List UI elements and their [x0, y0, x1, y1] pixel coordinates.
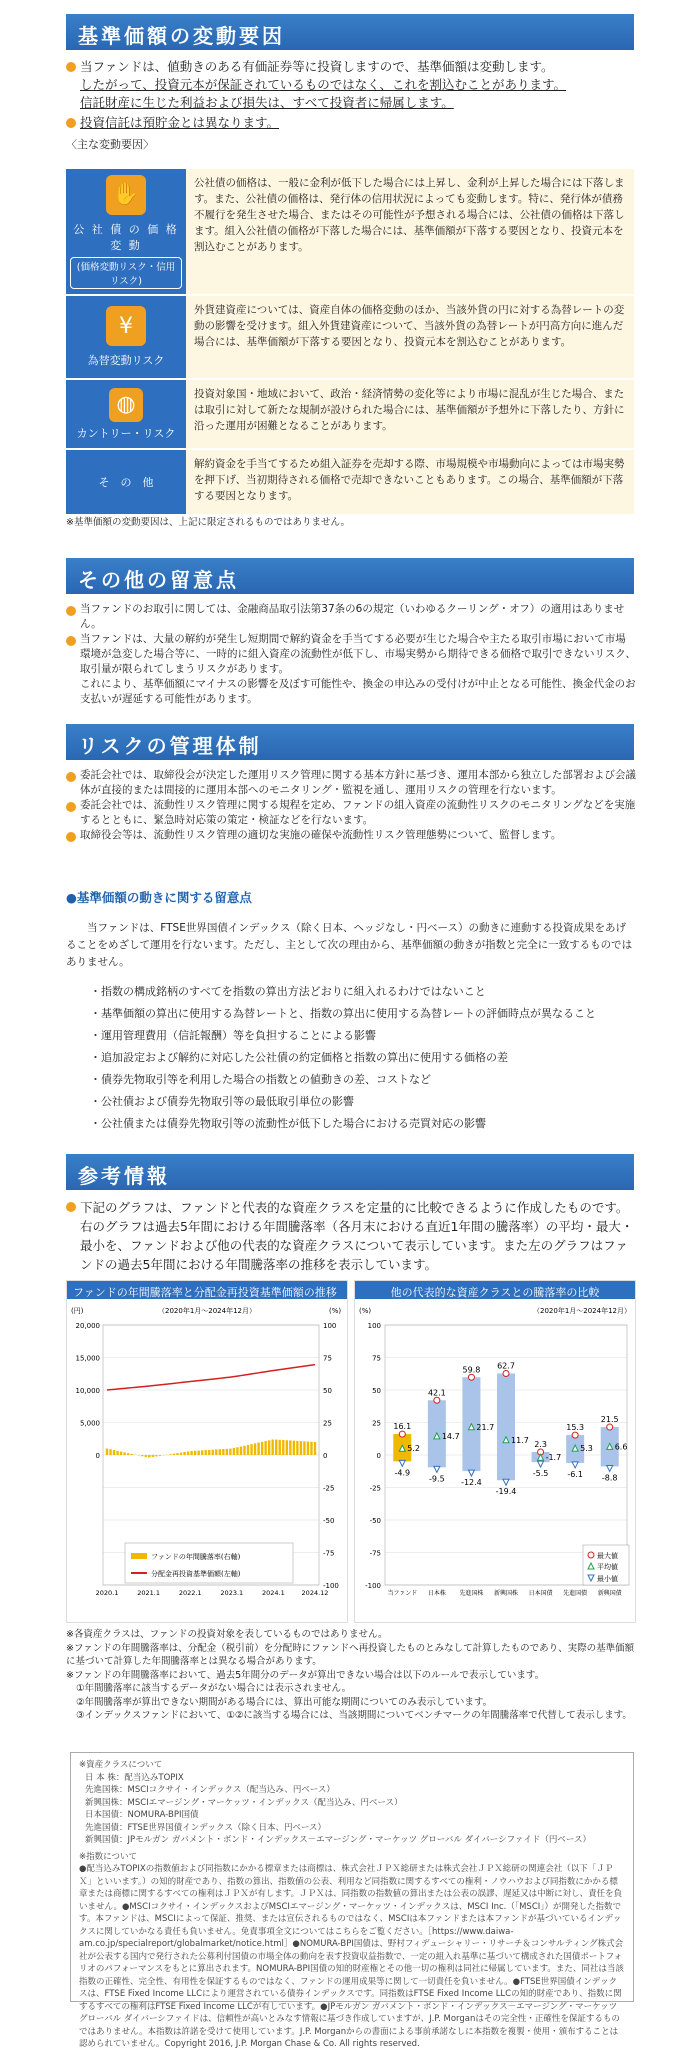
list-item: ・追加設定および解約に対応した公社債の約定価格と指数の算出に使用する価格の差: [90, 1047, 636, 1069]
category-label: 先進国債: [563, 1589, 588, 1597]
max-label: 62.7: [497, 1361, 515, 1370]
legend-min-label: 最小値: [597, 1574, 618, 1583]
return-bar: [212, 1450, 214, 1455]
list-item: ・運用管理費用（信託報酬）等を負担することによる影響: [90, 1025, 636, 1047]
y-tick-label: -100: [365, 1582, 381, 1590]
return-bar: [289, 1440, 291, 1455]
globe-icon: ◍: [109, 388, 143, 422]
bullet-liquidity-rule: 委託会社では、流動性リスク管理に関する規程を定め、ファンドの組入資産の流動性リスクのモニタリングなどを実施するとともに、緊急時対応策の策定・検証などを行ないます。: [66, 798, 636, 828]
min-marker: [468, 1470, 474, 1476]
left-tick-label: 20,000: [76, 1322, 101, 1330]
return-bar: [127, 1453, 129, 1455]
x-tick-label: 2024.12: [302, 1589, 329, 1597]
return-bar: [159, 1455, 161, 1456]
section-title-risk-management: リスクの管理体制: [66, 724, 634, 760]
return-bar: [250, 1444, 252, 1455]
return-bar: [141, 1455, 143, 1456]
return-bar: [215, 1449, 217, 1455]
return-bar: [233, 1448, 235, 1455]
right-tick-label: -25: [323, 1485, 334, 1493]
x-tick-label: 2024.1: [262, 1589, 285, 1597]
section-title-fluctuation: 基準価額の変動要因: [66, 14, 634, 50]
right-tick-label: -100: [323, 1582, 339, 1590]
return-bar: [261, 1442, 263, 1455]
return-bar: [116, 1451, 118, 1455]
return-bar: [314, 1442, 316, 1455]
return-bar: [194, 1451, 196, 1455]
list-item: ・債券先物取引等を利用した場合の指数との値動きの差、コストなど: [90, 1069, 636, 1091]
return-bar: [236, 1447, 238, 1455]
y-tick-label: 50: [372, 1387, 381, 1395]
risk-row-country: ◍ カントリー・リスク 投資対象国・地域において、政治・経済情勢の変化等により市場に混乱が生じた場合、または取引に対して新たな規制が設けられた場合には、基準価額が予想外に下落したり、方針に沿った運用が困難となることがあります。: [66, 380, 634, 448]
max-label: 59.8: [463, 1365, 481, 1374]
return-bar: [197, 1451, 199, 1455]
right-tick-label: -75: [323, 1550, 334, 1558]
return-bar: [300, 1441, 302, 1455]
return-bar: [296, 1441, 298, 1455]
y-tick-label: 100: [368, 1322, 381, 1330]
right-tick-label: 75: [323, 1355, 332, 1363]
risk-table: [66, 169, 634, 530]
min-marker: [434, 1466, 440, 1472]
return-bar: [271, 1440, 273, 1455]
right-tick-label: 50: [323, 1387, 332, 1395]
return-bar: [201, 1450, 203, 1455]
return-bar: [148, 1455, 150, 1457]
max-label: 15.3: [566, 1423, 584, 1432]
bullet-liquidity: 当ファンドは、大量の解約が発生し短期間で解約資金を手当てする必要が生じた場合や主たる取引市場において市場環境が急変した場合等に、一時的に組入資産の流動性が低下し、市場実勢から期待できる価格で取引できないリスク、取引量が限られてしまうリスクがあります。: [66, 632, 636, 677]
legend-bar-swatch: [131, 1553, 147, 1559]
y-tick-label: -25: [370, 1485, 381, 1493]
bullet-deposit: 投資信託は預貯金とは異なります。: [66, 114, 636, 132]
return-bar: [226, 1449, 228, 1455]
max-marker: [503, 1370, 509, 1376]
index-notes-intro: 当ファンドは、FTSE世界国債インデックス（除く日本、ヘッジなし・円ベース）の動きに連動する投資成果をあげることをめざして運用を行ないます。ただし、主として次の理由から、基準価額の動きが指数と完全に一致するものではありません。: [66, 920, 636, 971]
min-label: -12.4: [461, 1478, 482, 1487]
x-tick-label: 2022.1: [179, 1589, 202, 1597]
x-tick-label: 2020.1: [96, 1589, 119, 1597]
avg-label: 5.2: [407, 1444, 420, 1453]
list-item: ・基準価額の算出に使用する為替レートと、指数の算出に使用する為替レートの評価時点が異なること: [90, 1003, 636, 1025]
return-bar: [106, 1449, 108, 1456]
max-label: 42.1: [428, 1388, 446, 1397]
min-label: -4.9: [394, 1468, 410, 1477]
sub-heading: 〈主な変動要因〉: [66, 136, 636, 154]
bullet-cooling-off: 当ファンドのお取引に関しては、金融商品取引法第37条の6の規定（いわゆるクーリング・オフ）の適用はありません。: [66, 602, 636, 632]
y-tick-label: 0: [377, 1452, 381, 1460]
avg-label: 6.6: [615, 1442, 628, 1451]
left-chart: [66, 1280, 348, 1623]
max-marker: [572, 1432, 578, 1438]
right-tick-label: 100: [323, 1322, 336, 1330]
risk-row-bond: ✋ 公 社 債 の 価 格 変 動 (価格変動リスク・信用リスク) 公社債の価格は、一般に金利が低下した場合には上昇し、金利が上昇した場合には下落します。また、公社債の価格は、発行体の信用状況によっても変動します。特に、発行体が債務不履行を発生させた場合、またはその可能性が予想される場合には、公社債の価格は下落します。組入公社債の価格が下落した場合には、基準価額が下落する要因となり、投資元本を割込むことがあります。: [66, 169, 634, 294]
return-bar: [282, 1440, 284, 1455]
min-marker: [607, 1465, 613, 1471]
x-tick-label: 2021.1: [137, 1589, 160, 1597]
min-label: -19.4: [496, 1487, 517, 1496]
y-tick-label: -50: [370, 1517, 381, 1525]
return-bar: [155, 1455, 157, 1456]
risk-text-other: 解約資金を手当てするため組入証券を売却する際、市場規模や市場動向によっては市場実勢を押下げ、当初期待される価格で売却できないこともあります。この場合、基準価額が下落する要因となります。: [186, 450, 634, 514]
min-label: -8.8: [602, 1473, 618, 1482]
return-bar: [180, 1453, 182, 1455]
return-bar: [275, 1440, 277, 1455]
return-bar: [286, 1440, 288, 1455]
right-chart-plot: [355, 1299, 635, 1622]
list-item: ・公社債または債券先物取引等の流動性が低下した場合における売買対応の影響: [90, 1113, 636, 1135]
min-marker: [572, 1462, 578, 1468]
return-bar: [130, 1454, 132, 1455]
range-bar: [497, 1373, 515, 1480]
return-bar: [243, 1446, 245, 1455]
return-bar: [187, 1451, 189, 1455]
list-item: ・指数の構成銘柄のすべてを指数の算出方法どおりに組入れるわけではないこと: [90, 981, 636, 1003]
return-bar: [254, 1443, 256, 1455]
y-tick-label: 25: [372, 1420, 381, 1428]
return-bar: [307, 1442, 309, 1455]
min-label: -6.1: [567, 1470, 583, 1479]
max-marker: [607, 1424, 613, 1430]
return-bar: [257, 1443, 259, 1455]
chart-icon: ✋: [106, 175, 146, 215]
legend-bar-label: ファンドの年間騰落率(右軸): [151, 1552, 241, 1561]
category-label: 新興国株: [494, 1589, 518, 1597]
max-label: 21.5: [601, 1415, 619, 1424]
left-tick-label: 15,000: [76, 1355, 101, 1363]
right-period: （2020年1月～2024年12月）: [533, 1306, 631, 1315]
right-chart: [354, 1280, 636, 1623]
left-period: （2020年1月～2024年12月）: [158, 1306, 256, 1315]
risk-row-fx: ¥ 為替変動リスク 外貨建資産については、資産自体の価格変動のほか、当該外貨の円に対する為替レートの変動の影響を受けます。組入外貨建資産について、当該外貨の為替レートが円高方向に進んだ場合には、基準価額が下落する要因となり、投資元本を割込むことがあります。: [66, 296, 634, 378]
right-tick-label: -50: [323, 1517, 334, 1525]
liquidity-impact: これにより、基準価額にマイナスの影響を及ぼす可能性や、換金の申込みの受付けが中止となる可能性、換金代金のお支払いが遅延する可能性があります。: [66, 677, 636, 707]
max-label: 2.3: [534, 1440, 547, 1449]
currency-icon: ¥: [106, 306, 146, 346]
index-info-box: ※資産クラスについて 日 本 株：配当込みTOPIX 先進国株：MSCIコクサイ・インデックス（配当込み、円ベース） 新興国株：MSCIエマージング・マーケッツ・インデックス（配当込み、円ベース） 日本国債：NOMURA-BPI国債 先進国債：FTSE世界国債インデックス（除く日本、円ベース） 新興国債：JPモルガン ガバメント・ボンド・インデックス－エマージング・マーケッツ グローバル ダイバーシファイド（円ベース） ※指数について ●配当込みTOPIXの指数値および同指数にかかる標章または商標は、株式会社ＪＰＸ総研または株式会社ＪＰＸ総研の関連会社（以下「ＪＰＸ」といいます。）の知的財産であり、指数の算出、指数値の公表、利用など同指数に関するすべての権利・ノウハウおよび同指数にかかる標章または商標に関するすべての権利はＪＰＸが有します。ＪＰＸは、同指数の指数値の算出または公表の誤謬、遅延又は中断に対し、責任を負いません。●MSCIコクサイ・インデックスおよびMSCIエマージング・マーケッツ・インデックスは、MSCI Inc.（「MSCI」）が開発した指数です。本ファンドは、MSCIによって保証、推奨、または宣伝されるものではなく、MSCIは本ファンドまたは本ファンドが基づいているインデックスに関していかなる責任も負いません。免責事項全文についてはこちらをご覧ください。［https://www.daiwa-am.co.jp/specialreport/globalmarket/notice.html］●NOMURA-BPI国債は、野村フィデューシャリー・リサーチ＆コンサルティング株式会社が公表する国内で発行された公募利付国債の市場全体の動向を表す投資収益指数で、一定の組入れ基準に基づいて構成された国債ポートフォリオのパフォーマンスをもとに算出されます。NOMURA-BPI国債の知的財産権とその他一切の権利は同社に帰属しています。また、同社は当該指数の正確性、完全性、有用性を保証するものではなく、ファンドの運用成果等に関して一切責任を負いません。●FTSE世界国債インデックスは、FTSE Fixed Income LLCにより運営されている債券インデックスです。同指数はFTSE Fixed Income LLCの知的財産であり、指数に関するすべての権利はFTSE Fixed Income LLCが有しています。●JPモルガン ガバメント・ボンド・インデックス－エマージング・マーケッツ グローバル ダイバーシファイドは、信頼性が高いとみなす情報に基づき作成していますが、J.P. Morganはその完全性・正確性を保証するものではありません。本指数は許諾を受けて使用しています。J.P. Morganからの書面による事前承諾なしに本指数を複製・使用・頒布することは認められていません。Copyright 2016, J.P. Morgan Chase & Co. All rights reserved.: [70, 1752, 634, 2002]
reference-description: 下記のグラフは、ファンドと代表的な資産クラスを定量的に比較できるように作成したものです。右のグラフは過去5年間における年間騰落率（各月末における直近1年間の騰落率）の平均・最大・最小を、ファンドおよび他の代表的な資産クラスについて表示しています。また左のグラフはファンドの過去5年間における年間騰落率の推移を表示しています。: [66, 1198, 636, 1274]
return-bar: [268, 1440, 270, 1455]
return-bar: [264, 1441, 266, 1455]
left-tick-label: 10,000: [76, 1387, 101, 1395]
left-chart-title: ファンドの年間騰落率と分配金再投資基準価額の推移: [67, 1281, 347, 1299]
return-bar: [205, 1450, 207, 1455]
chart-notes: ※各資産クラスは、ファンドの投資対象を表しているものではありません。 ※ファンドの年間騰落率は、分配金（税引前）を分配時にファンドへ再投資したものとみなして計算したものであり、実際の基準価額に基づいて計算した年間騰落率とは異なる場合があります。 ※ファンドの年間騰落率において、過去5年間分のデータが算出できない場合は以下のルールで表示しています。 ①年間騰落率に該当するデータがない場合には表示されません。 ②年間騰落率が算出できない期間がある場合には、算出可能な期間についてのみ表示しています。 ③インデックスファンドにおいて、①②に該当する場合には、当該期間についてベンチマークの年間騰落率で代替して表示します。: [66, 1628, 636, 1723]
min-marker: [503, 1479, 509, 1485]
return-bar: [279, 1440, 281, 1455]
return-bar: [222, 1449, 224, 1455]
category-label: 当ファンド: [387, 1589, 417, 1597]
section-title-other-notes: その他の留意点: [66, 558, 634, 594]
avg-label: 21.7: [476, 1423, 494, 1432]
section-title-reference: 参考情報: [66, 1154, 634, 1190]
right-chart-title: 他の代表的な資産クラスとの騰落率の比較: [355, 1281, 635, 1299]
max-label: 16.1: [393, 1422, 411, 1431]
risk-text-bond: 公社債の価格は、一般に金利が低下した場合には上昇し、金利が上昇した場合には下落します。また、公社債の価格は、発行体の信用状況によっても変動します。特に、発行体が債務不履行を発生させた場合、またはその可能性が予想される場合には、公社債の価格は下落します。組入公社債の価格が下落した場合には、基準価額が下落する要因となり、投資元本を割込むことがあります。: [186, 169, 634, 294]
legend-avg-label: 平均値: [597, 1562, 618, 1571]
bullet-principal: 当ファンドは、値動きのある有価証券等に投資しますので、基準価額は変動します。 したがって、投資元本が保証されているものではなく、これを割込むことがあります。 信託財産に生じた利益および損失は、すべて投資者に帰属します。: [66, 58, 636, 112]
return-bar: [152, 1455, 154, 1457]
legend-line-label: 分配金再投資基準価額(左軸): [151, 1569, 241, 1578]
return-bar: [183, 1452, 185, 1455]
return-bar: [173, 1454, 175, 1455]
return-bar: [208, 1450, 210, 1455]
category-label: 日本株: [428, 1589, 446, 1597]
right-y-unit: (%): [329, 1307, 341, 1315]
right-tick-label: 25: [323, 1420, 332, 1428]
fluctuation-note: ※基準価額の変動要因は、上記に限定されるものではありません。: [66, 516, 634, 530]
index-reason-list: [66, 981, 636, 1135]
min-label: -9.5: [429, 1474, 445, 1483]
index-notes-title: ●基準価額の動きに関する留意点: [66, 888, 636, 906]
right-chart-y-unit: (%): [359, 1307, 371, 1315]
min-marker: [399, 1460, 405, 1466]
y-tick-label: -75: [370, 1550, 381, 1558]
legend-max-marker: [588, 1552, 594, 1558]
avg-label: 14.7: [442, 1432, 460, 1441]
left-tick-label: 5,000: [80, 1420, 100, 1428]
max-marker: [399, 1431, 405, 1437]
return-bar: [310, 1442, 312, 1455]
bullet-supervise: 取締役会等は、流動性リスク管理の適切な実施の確保や流動性リスク管理態勢について、監督します。: [66, 828, 636, 843]
return-bar: [219, 1449, 221, 1455]
return-bar: [145, 1455, 147, 1457]
category-label: 新興国債: [598, 1589, 623, 1597]
min-marker: [538, 1461, 544, 1467]
category-label: 日本国債: [529, 1589, 554, 1597]
return-bar: [190, 1451, 192, 1455]
return-bar: [120, 1452, 122, 1455]
max-marker: [468, 1374, 474, 1380]
left-chart-plot: [67, 1299, 347, 1622]
x-tick-label: 2023.1: [220, 1589, 243, 1597]
avg-label: -1.7: [546, 1453, 562, 1462]
return-bar: [303, 1441, 305, 1455]
left-tick-label: 0: [96, 1452, 100, 1460]
risk-text-fx: 外貨建資産については、資産自体の価格変動のほか、当該外貨の円に対する為替レートの変動の影響を受けます。組入外貨建資産について、当該外貨の為替レートが円高方向に進んだ場合には、基準価額が下落する要因となり、投資元本を割込むことがあります。: [186, 296, 634, 378]
risk-row-other: そ の 他 解約資金を手当てするため組入証券を売却する際、市場規模や市場動向によっては市場実勢を押下げ、当初期待される価格で売却できないこともあります。この場合、基準価額が下落する要因となります。: [66, 450, 634, 514]
min-label: -5.5: [533, 1469, 549, 1478]
return-bar: [240, 1446, 242, 1455]
bullet-board: 委託会社では、取締役会が決定した運用リスク管理に関する基本方針に基づき、運用本部から独立した部署および会議体が直接的または間接的に運用本部へのモニタリング・監視を通し、運用リスクの管理を行ないます。: [66, 768, 636, 798]
y-tick-label: 75: [372, 1355, 381, 1363]
max-marker: [434, 1397, 440, 1403]
list-item: ・公社債および債券先物取引等の最低取引単位の影響: [90, 1091, 636, 1113]
return-bar: [176, 1453, 178, 1455]
return-bar: [123, 1452, 125, 1455]
category-label: 先進国株: [459, 1589, 483, 1597]
return-bar: [229, 1449, 231, 1455]
return-bar: [113, 1450, 115, 1455]
return-bar: [293, 1441, 295, 1455]
right-tick-label: 0: [323, 1452, 327, 1460]
avg-label: 11.7: [511, 1436, 529, 1445]
return-bar: [247, 1445, 249, 1455]
avg-label: 5.3: [580, 1444, 593, 1453]
legend-max-label: 最大値: [597, 1551, 618, 1560]
risk-text-country: 投資対象国・地域において、政治・経済情勢の変化等により市場に混乱が生じた場合、または取引に対して新たな規制が設けられた場合には、基準価額が予想外に下落したり、方針に沿った運用が困難となることがあります。: [186, 380, 634, 448]
return-bar: [169, 1454, 171, 1455]
left-y-unit: (円): [71, 1307, 84, 1315]
nav-line: [107, 1365, 315, 1390]
return-bar: [109, 1449, 111, 1455]
